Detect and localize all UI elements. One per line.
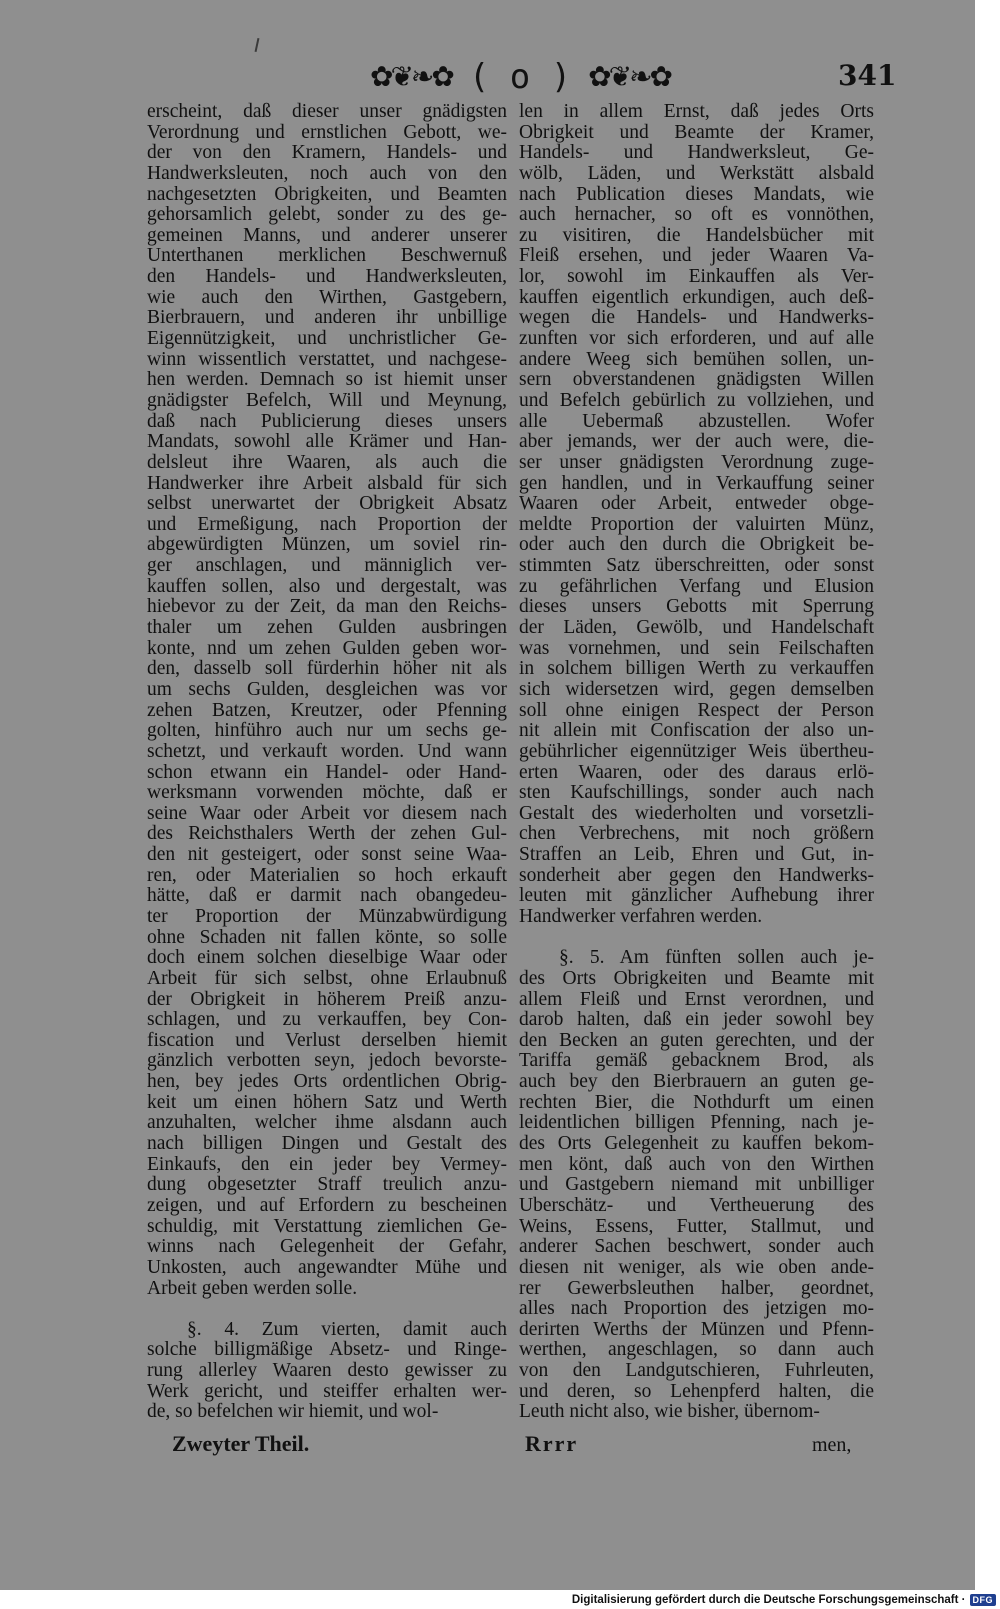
text-line: Waaren oder Arbeit, entweder obge- [519, 494, 874, 515]
credit-text: Digitalisierung gefördert durch die Deutsche Forschungsgemeinschaft · [571, 1593, 966, 1606]
text-line: Handels- und Handwerksleut, Ge- [519, 143, 874, 164]
text-line: wölb, Läden, und Werkstätt alsbald [519, 163, 874, 184]
text-line: schetzt, und verkauft worden. Und wann [147, 741, 507, 762]
text-line: schuldig, mit Verstattung ziemlichen Ge- [147, 1216, 507, 1237]
text-line: solche billigmäßige Absetz- und Ringe- [147, 1340, 507, 1361]
text-line: kauffen sollen, also und dergestalt, was [147, 576, 507, 597]
text-line: winn wissentlich verstattet, und nachgese- [147, 349, 507, 370]
text-line: Unterthanen merklichen Beschwernuß [147, 246, 507, 267]
text-line: derirten Werths der Münzen und Pfenn- [519, 1319, 874, 1340]
text-line: allem Fleiß und Ernst verordnen, und [519, 989, 874, 1010]
text-line: schlagen, und zu verkauffen, bey Con- [147, 1010, 507, 1031]
text-line: wegen die Handels- und Handwerks- [519, 308, 874, 329]
text-line: kauffen eigentlich erkundigen, auch deß- [519, 287, 874, 308]
text-line: hiebevor zu der Zeit, da man den Reichs- [147, 597, 507, 618]
text-line: len in allem Ernst, daß jedes Orts [519, 102, 874, 122]
text-line: von den Landgutschieren, Fuhrleuten, [519, 1361, 874, 1382]
text-line: den, dasselb soll fürderhin höher nit als [147, 659, 507, 680]
text-line: hen werden. Demnach so ist hiemit unser [147, 370, 507, 391]
paragraph-gap [519, 928, 874, 949]
text-line: Mandats, sowohl alle Krämer und Han- [147, 432, 507, 453]
text-line: den Becken an guten gerechten, und der [519, 1030, 874, 1051]
header-ornament-right: ✿❦❧✿ [588, 60, 670, 93]
text-line: §. 5. Am fünften sollen auch je- [559, 948, 874, 969]
dfg-logo-icon[interactable]: DFG [970, 1594, 997, 1606]
text-line: Uberschätz- und Vertheuerung des [519, 1195, 874, 1216]
text-line: soll ohne einigen Respect der Person [519, 700, 874, 721]
text-line: und Gastgebern niemand mit unbilliger [519, 1175, 874, 1196]
text-line: darob halten, daß ein jeder sowohl bey [519, 1010, 874, 1031]
text-line: auch hernacher, so oft es vonnöthen, [519, 205, 874, 226]
text-line: Handwerksleuten, noch auch von den [147, 163, 507, 184]
page-header [370, 57, 670, 97]
text-line: men könt, daß auch von den Wirthen [519, 1154, 874, 1175]
text-line: gemeinen Manns, und anderer unserer [147, 225, 507, 246]
text-line: zu gefährlichen Verfang und Elusion [519, 576, 874, 597]
text-line: daß nach Publicierung dieses unsers [147, 411, 507, 432]
page-number: 341 [838, 59, 897, 92]
text-line: leidentlichen billigen Pfenning, nach je- [519, 1113, 874, 1134]
text-line: Fleiß ersehen, und jeder Waaren Va- [519, 246, 874, 267]
text-line: und Ermeßigung, nach Proportion der [147, 514, 507, 535]
text-line: Handwerker ihre Arbeit alsbald für sich [147, 473, 507, 494]
text-line: um sechs Gulden, desgleichen was vor [147, 679, 507, 700]
text-line: hen, bey jedes Orts ordentlichen Obrig- [147, 1072, 507, 1093]
text-line: werthen, angeschlagen, so dann auch [519, 1340, 874, 1361]
text-line: selbst unerwartet der Obrigkeit Absatz [147, 494, 507, 515]
text-line: Verordnung und ernstlichen Gebott, we- [147, 122, 507, 143]
text-line: Einkaufs, den ein jeder bey Vermey- [147, 1154, 507, 1175]
text-line: andere Weeg sich bemühen sollen, un- [519, 349, 874, 370]
text-line: ohne Schaden nit fallen könte, so solle [147, 927, 507, 948]
text-line: Straffen an Leib, Ehren und Gut, in- [519, 845, 874, 866]
text-line: Gestalt des wiederholten und vorsetzli- [519, 803, 874, 824]
text-line: gebührlicher eigennütziger Weis übertheu- [519, 741, 874, 762]
footer-catchword: men, [812, 1434, 852, 1456]
text-line: nit allein mit Confiscation der also un- [519, 721, 874, 742]
text-line: thaler um zehen Gulden ausbringen [147, 618, 507, 639]
text-line: den nit gesteigert, oder sonst seine Waa- [147, 845, 507, 866]
text-line: schon etwann ein Handel- oder Hand- [147, 762, 507, 783]
text-line: aber jemands, wer der auch were, die- [519, 432, 874, 453]
text-line: ren, oder Materialien so hoch erkauft [147, 865, 507, 886]
text-line: keit um einen höhern Satz und Werth [147, 1092, 507, 1113]
text-line: nach billigen Dingen und Gestalt des [147, 1134, 507, 1155]
text-line: zu visitiren, die Handelsbücher mit [519, 225, 874, 246]
footer-signature-mark: Rrrr [525, 1431, 579, 1456]
text-line: diesen nit weniger, als wie oben ande- [519, 1257, 874, 1278]
text-line: den Handels- und Handwerksleuten, [147, 267, 507, 288]
text-line: erscheint, daß dieser unser gnädigsten [147, 102, 507, 122]
text-line: gänzlich verbotten seyn, jedoch bevorste- [147, 1051, 507, 1072]
text-line: der von den Kramern, Handels- und [147, 143, 507, 164]
text-line: meldte Proportion der valuirten Münz, [519, 514, 874, 535]
text-line: auch bey den Bierbrauern an guten ge- [519, 1072, 874, 1093]
text-line: dieses unsers Gebotts mit Sperrung [519, 597, 874, 618]
text-line: Handwerker verfahren werden. [519, 906, 763, 927]
text-line: was vornehmen, und sein Feilschaften [519, 638, 874, 659]
text-line: rer Gewerbsleuthen halber, geordnet, [519, 1278, 874, 1299]
text-line: de, so befelchen wir hiemit, und wol- [147, 1402, 439, 1423]
text-line: nach Publication dieses Mandats, wie [519, 184, 874, 205]
footer-volume-label: Zweyter Theil. [172, 1431, 310, 1456]
text-line: des Orts Obrigkeiten und Beamte mit [519, 968, 874, 989]
text-line: sten Kaufschillings, sonder auch nach [519, 783, 874, 804]
text-line: doch einem solchen dieselbige Waar oder [147, 948, 507, 969]
text-line: und deren, so Lehenpferd halten, die [519, 1381, 874, 1402]
text-line: Obrigkeit und Beamte der Kramer, [519, 122, 874, 143]
text-line: in solchem billigen Werth zu verkauffen [519, 659, 874, 680]
text-line: Arbeit geben werden solle. [147, 1278, 358, 1299]
text-line: alles nach Proportion des jetzigen mo- [519, 1299, 874, 1320]
text-line: oder auch den durch die Obrigkeit be- [519, 535, 874, 556]
text-line: ser unser gnädigsten Verordnung zuge- [519, 452, 874, 473]
text-line: rechten Bier, die Nothdurft um einen [519, 1092, 874, 1113]
text-line: sonderheit aber gegen den Handwerks- [519, 865, 874, 886]
text-line: konte, nnd um zehen Gulden geben wor- [147, 638, 507, 659]
text-line: dung obgesetzter Straff treulich anzu- [147, 1175, 507, 1196]
text-line: gnädigster Befelch, Will und Meynung, [147, 390, 507, 411]
text-line: abgewürdigten Münzen, um soviel rin- [147, 535, 507, 556]
text-line: rung allerley Waaren desto gewisser zu [147, 1361, 507, 1382]
text-line: fiscation und Verlust derselben hiemit [147, 1030, 507, 1051]
text-line: der Obrigkeit in höherem Preiß anzu- [147, 989, 507, 1010]
text-line: und Befelch gebürlich zu vollziehen, und [519, 390, 874, 411]
text-line: chen Verbrechens, mit noch größern [519, 824, 874, 845]
text-line: gehorsamlich gelebt, sonder zu des ge- [147, 205, 507, 226]
text-line: ter Proportion der Münzabwürdigung [147, 906, 507, 927]
text-line: zunften vor sich erforderen, und auf alle [519, 329, 874, 350]
text-line: leuten mit gänzlicher Aufhebung ihrer [519, 886, 874, 907]
text-line: des Reichsthalers Werth der zehen Gul- [147, 824, 507, 845]
digitization-credit [572, 1590, 996, 1609]
scan-speck [255, 38, 260, 52]
paragraph-gap [147, 1299, 507, 1320]
text-line: ger anschlagen, und männiglich ver- [147, 556, 507, 577]
text-line: Werk gericht, und steiffer erhalten wer- [147, 1381, 507, 1402]
text-column-left [147, 102, 507, 1423]
text-line: werksmann vorwenden möchte, daß er [147, 783, 507, 804]
header-signature: ( o ) [468, 57, 572, 97]
text-line: seine Waar oder Arbeit vor diesem nach [147, 803, 507, 824]
text-line: Eigennützigkeit, und unchristlicher Ge- [147, 329, 507, 350]
text-line: nachgesetzten Obrigkeiten, und Beamten [147, 184, 507, 205]
header-ornament-left: ✿❦❧✿ [370, 60, 452, 93]
text-line: zehen Batzen, Kreutzer, oder Pfenning [147, 700, 507, 721]
text-line: lor, sowohl im Einkauffen als Ver- [519, 267, 874, 288]
text-line: gen handlen, und in Verkauffung seiner [519, 473, 874, 494]
text-line: sern obverstandenen gnädigsten Willen [519, 370, 874, 391]
text-line: wie auch den Wirthen, Gastgebern, [147, 287, 507, 308]
text-line: zeigen, und auf Erfordern zu bescheinen [147, 1195, 507, 1216]
text-line: hätte, daß er darmit nach obangedeu- [147, 886, 507, 907]
text-line: anderer Sachen beschwert, sonder auch [519, 1237, 874, 1258]
text-line: erten Waaren, oder des daraus erlö- [519, 762, 874, 783]
text-line: stimmten Satz überschreitten, oder sonst [519, 556, 874, 577]
text-line: Arbeit für sich selbst, ohne Erlaubnuß [147, 968, 507, 989]
text-line: Leuth nicht also, wie bisher, übernom- [519, 1402, 820, 1423]
text-line: der Läden, Gewölb, und Handelschaft [519, 618, 874, 639]
text-column-right [519, 102, 874, 1423]
text-line: Tariffa gemäß gebacknem Brod, als [519, 1051, 874, 1072]
text-line: delsleut ihre Waaren, als auch die [147, 452, 507, 473]
text-line: Weins, Essens, Futter, Stallmut, und [519, 1216, 874, 1237]
text-line: des Orts Gelegenheit zu kauffen bekom- [519, 1134, 874, 1155]
text-line: alle Uebermaß abzustellen. Wofer [519, 411, 874, 432]
text-line: golten, hinführo auch nur um sechs ge- [147, 721, 507, 742]
text-line: §. 4. Zum vierten, damit auch [187, 1319, 507, 1340]
text-line: sich widersetzen wird, gegen demselben [519, 679, 874, 700]
text-line: Unkosten, auch angewandter Mühe und [147, 1257, 507, 1278]
text-line: anzuhalten, welcher ihme alsdann auch [147, 1113, 507, 1134]
text-line: Bierbrauern, und anderen ihr unbillige [147, 308, 507, 329]
text-line: winns nach Gelegenheit der Gefahr, [147, 1237, 507, 1258]
